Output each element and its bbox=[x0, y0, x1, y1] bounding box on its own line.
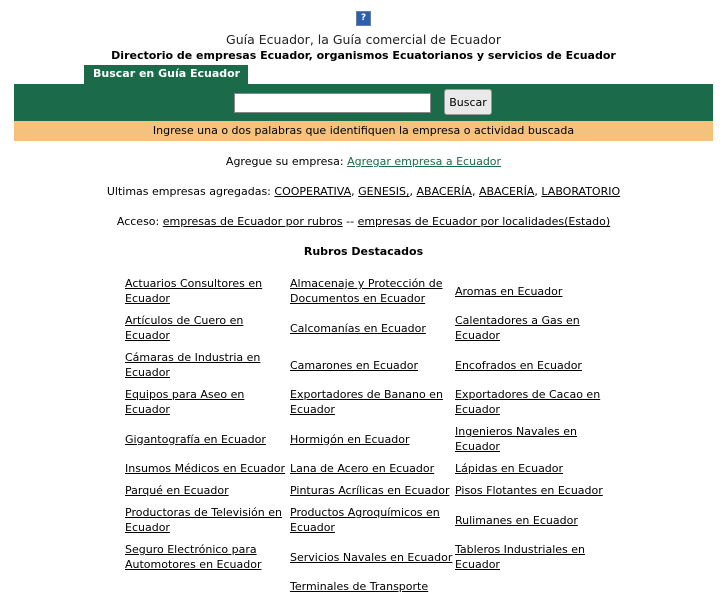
rubros-heading: Rubros Destacados bbox=[303, 245, 424, 258]
rubro-link[interactable]: Pinturas Acrílicas en Ecuador bbox=[290, 484, 450, 497]
rubro-cell bbox=[125, 350, 290, 380]
search-hint: Ingrese una o dos palabras que identifiquen la empresa o actividad buscada bbox=[14, 121, 713, 141]
rubro-link[interactable]: Ingenieros Navales en Ecuador bbox=[455, 425, 578, 453]
latest-company-link[interactable]: ABACERÍA bbox=[416, 185, 472, 198]
rubro-link[interactable]: Servicios Navales en Ecuador bbox=[290, 550, 453, 564]
rubro-link[interactable]: Parqué en Ecuador bbox=[125, 484, 229, 497]
latest-separator: , bbox=[471, 185, 479, 198]
rubro-link[interactable]: Cámaras de Industria en Ecuador bbox=[125, 351, 261, 379]
page-title: Guía Ecuador, la Guía comercial de Ecuador bbox=[226, 32, 501, 47]
search-bar bbox=[14, 84, 713, 121]
rubro-cell bbox=[290, 483, 455, 498]
rubro-cell bbox=[455, 483, 620, 498]
rubro-cell bbox=[455, 313, 620, 343]
rubro-cell bbox=[290, 432, 455, 447]
latest-company-link[interactable]: LABORATORIO bbox=[541, 185, 621, 198]
rubro-link[interactable]: Lana de Acero en Ecuador bbox=[290, 462, 435, 475]
rubro-row bbox=[125, 350, 625, 380]
rubro-link[interactable]: Rulimanes en Ecuador bbox=[455, 513, 578, 527]
rubro-link[interactable]: Artículos de Cuero en Ecuador bbox=[125, 314, 244, 342]
rubro-cell bbox=[455, 358, 620, 373]
rubro-cell bbox=[290, 579, 455, 594]
add-company-link[interactable]: Agregar empresa a Ecuador bbox=[347, 155, 502, 168]
latest-separator: , bbox=[409, 185, 417, 198]
rubro-link[interactable]: Calentadores a Gas en Ecuador bbox=[455, 314, 580, 342]
rubro-cell bbox=[125, 313, 290, 343]
rubro-link[interactable]: Calcomanías en Ecuador bbox=[290, 321, 426, 335]
rubros-grid bbox=[125, 276, 625, 601]
rubro-row bbox=[125, 483, 625, 498]
rubro-cell bbox=[290, 321, 455, 336]
rubro-cell bbox=[125, 432, 290, 447]
rubro-link[interactable]: Productoras de Televisión en Ecuador bbox=[125, 506, 282, 534]
rubro-cell bbox=[290, 505, 455, 535]
access-line bbox=[0, 215, 727, 228]
rubro-link[interactable]: Insumos Médicos en Ecuador bbox=[125, 462, 286, 475]
rubro-row bbox=[125, 542, 625, 572]
latest-label: Ultimas empresas agregadas: bbox=[106, 185, 271, 198]
rubro-cell bbox=[125, 276, 290, 306]
rubro-cell bbox=[290, 276, 455, 306]
rubro-link[interactable]: Almacenaje y Protección de Documentos en Ecuador bbox=[290, 277, 443, 305]
access-label: Acceso: bbox=[116, 215, 160, 228]
rubro-link[interactable]: Equipos para Aseo en Ecuador bbox=[125, 388, 245, 416]
latest-company-link[interactable]: COOPERATIVA bbox=[274, 185, 352, 198]
access-by-location-link[interactable]: empresas de Ecuador por localidades(Estado) bbox=[357, 215, 611, 228]
rubro-link[interactable]: Camarones en Ecuador bbox=[290, 358, 419, 372]
rubro-cell bbox=[125, 542, 290, 572]
rubro-cell bbox=[455, 461, 620, 476]
rubro-row bbox=[125, 387, 625, 417]
access-by-category-link[interactable]: empresas de Ecuador por rubros bbox=[162, 215, 343, 228]
page-subtitle: Directorio de empresas Ecuador, organismos Ecuatorianos y servicios de Ecuador bbox=[111, 49, 616, 62]
site-logo-icon[interactable]: ? bbox=[356, 11, 371, 26]
rubro-cell bbox=[455, 387, 620, 417]
rubro-link[interactable]: Exportadores de Cacao en Ecuador bbox=[455, 388, 601, 416]
search-input[interactable] bbox=[234, 93, 431, 113]
rubro-row bbox=[125, 313, 625, 343]
latest-separator: , bbox=[534, 185, 542, 198]
rubro-row bbox=[125, 424, 625, 454]
rubro-link[interactable]: Tableros Industriales en Ecuador bbox=[455, 543, 586, 571]
search-button[interactable]: Buscar bbox=[444, 89, 492, 115]
access-separator: -- bbox=[346, 215, 355, 228]
rubro-link[interactable]: Actuarios Consultores en Ecuador bbox=[125, 277, 263, 305]
latest-company-link[interactable]: ABACERÍA bbox=[478, 185, 535, 198]
rubro-cell bbox=[125, 387, 290, 417]
rubro-cell bbox=[290, 358, 455, 373]
rubro-row bbox=[125, 276, 625, 306]
rubro-cell bbox=[125, 505, 290, 535]
rubro-link[interactable]: Gigantografía en Ecuador bbox=[125, 432, 266, 446]
rubro-link[interactable]: Exportadores de Banano en Ecuador bbox=[290, 388, 443, 416]
add-company-label: Agregue su empresa: bbox=[225, 155, 344, 168]
rubro-row bbox=[125, 461, 625, 476]
latest-separator: , bbox=[351, 185, 359, 198]
rubro-link[interactable]: Terminales de Transporte bbox=[290, 580, 429, 593]
rubro-cell bbox=[455, 284, 620, 299]
rubro-link[interactable]: Seguro Electrónico para Automotores en Ecuador bbox=[125, 543, 262, 571]
rubro-cell bbox=[290, 550, 455, 565]
rubro-link[interactable]: Aromas en Ecuador bbox=[455, 284, 563, 298]
rubro-row bbox=[125, 505, 625, 535]
rubro-cell bbox=[455, 424, 620, 454]
rubro-cell bbox=[455, 542, 620, 572]
rubro-link[interactable]: Encofrados en Ecuador bbox=[455, 358, 582, 372]
latest-company-link[interactable]: GENESIS, bbox=[358, 185, 410, 198]
rubro-cell bbox=[290, 387, 455, 417]
rubro-cell bbox=[455, 513, 620, 528]
rubro-cell bbox=[125, 461, 290, 476]
rubro-link[interactable]: Hormigón en Ecuador bbox=[290, 432, 410, 446]
rubro-row bbox=[125, 579, 625, 594]
rubro-cell bbox=[125, 483, 290, 498]
rubro-link[interactable]: Productos Agroquímicos en Ecuador bbox=[290, 506, 440, 534]
latest-list bbox=[274, 185, 620, 198]
add-company-line bbox=[0, 155, 727, 168]
latest-companies-line bbox=[0, 185, 727, 198]
rubro-link[interactable]: Lápidas en Ecuador bbox=[455, 462, 564, 475]
rubro-link[interactable]: Pisos Flotantes en Ecuador bbox=[455, 484, 603, 497]
rubro-cell bbox=[290, 461, 455, 476]
search-tab[interactable]: Buscar en Guía Ecuador bbox=[84, 65, 248, 84]
